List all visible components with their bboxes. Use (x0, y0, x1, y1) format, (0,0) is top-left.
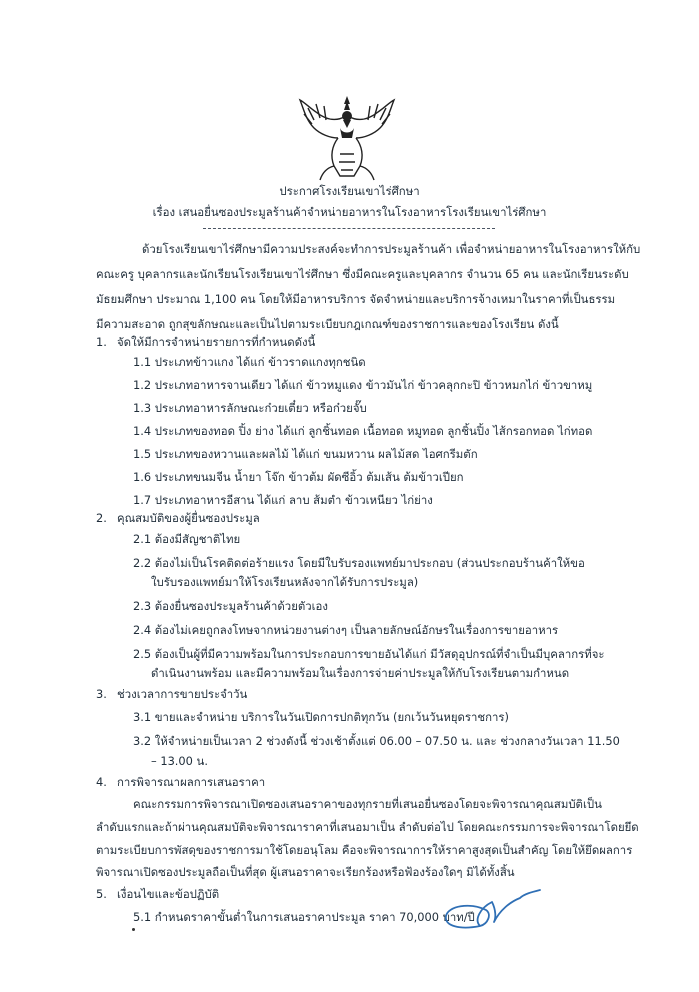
list-item-continuation: – 13.00 น. (151, 754, 208, 768)
section-number: 1. (96, 335, 107, 349)
list-item: 1.7 ประเภทอาหารอีสาน ได้แก่ ลาบ ส้มตำ ข้าวเหนียว ไก่ย่าง (133, 493, 433, 507)
list-item-continuation: ดำเนินงานพร้อม และมีความพร้อมในเรื่องการจ่ายค่าประมูลให้กับโรงเรียนตามกำหนด (151, 666, 570, 680)
document-subject: เรื่อง เสนอยื่นซองประมูลร้านค้าจำหน่ายอาหารในโรงอาหารโรงเรียนเขาไร่ศึกษา (152, 205, 547, 219)
title-divider (203, 228, 495, 229)
list-item: 1.4 ประเภทของทอด ปิ้ง ย่าง ได้แก่ ลูกชิ้นทอด เนื้อทอด หมูทอด ลูกชิ้นปิ้ง ไส้กรอกทอด ไก่ทอด (133, 424, 593, 438)
section-heading: การพิจารณาผลการเสนอราคา (117, 775, 266, 789)
list-item: 1.5 ประเภทของหวานและผลไม้ ได้แก่ ขนมหวาน ผลไม้สด ไอศกรีมตัก (133, 447, 478, 461)
section-heading: จัดให้มีการจำหน่ายรายการที่กำหนดดังนี้ (117, 335, 316, 349)
paragraph-line: ตามระเบียบการพัสดุของราชการมาใช้โดยอนุโลม คือจะพิจารณาการให้ราคาสูงสุดเป็นสำคัญ โดยให้ยึดผลการ (96, 843, 633, 857)
list-item: 1.3 ประเภทอาหารลักษณะก๋วยเตี๋ยว หรือก๋วยจั๊บ (133, 401, 367, 415)
intro-line: ด้วยโรงเรียนเขาไร่ศึกษามีความประสงค์จะทำการประมูลร้านค้า เพื่อจำหน่ายอาหารในโรงอาหารให้กับ (142, 242, 641, 256)
document-title: ประกาศโรงเรียนเขาไร่ศึกษา (279, 184, 420, 198)
section-heading: คุณสมบัติของผู้ยื่นซองประมูล (117, 511, 260, 525)
list-item: 1.2 ประเภทอาหารจานเดียว ได้แก่ ข้าวหมูแดง ข้าวมันไก่ ข้าวคลุกกะปิ ข้าวหมกไก่ ข้าวขาหมู (133, 378, 593, 392)
list-item: 3.1 ขายและจำหน่าย บริการในวันเปิดการปกติทุกวัน (ยกเว้นวันหยุดราชการ) (133, 710, 509, 724)
paragraph-line: ลำดับแรกและถ้าผ่านคุณสมบัติจะพิจารณาราคาที่เสนอมาเป็น ลำดับต่อไป โดยคณะกรรมการจะพิจารณาโดยยึด (96, 820, 639, 834)
list-item: 1.1 ประเภทข้าวแกง ได้แก่ ข้าวราดแกงทุกชนิด (133, 355, 366, 369)
section-heading: เงื่อนไขและข้อปฏิบัติ (117, 887, 220, 901)
garuda-emblem-icon (296, 94, 398, 182)
section-number: 3. (96, 687, 107, 701)
list-item: 1.6 ประเภทขนมจีน น้ำยา โจ๊ก ข้าวต้ม ผัดซีอิ้ว ต้มเส้น ต้มข้าวเปียก (133, 470, 464, 484)
signature-mark (440, 880, 544, 934)
intro-line: มีความสะอาด ถูกสุขลักษณะและเป็นไปตามระเบียบกฎเกณฑ์ของราชการและของโรงเรียน ดังนี้ (96, 317, 559, 331)
list-item: 3.2 ให้จำหน่ายเป็นเวลา 2 ช่วงดังนี้ ช่วงเช้าตั้งแต่ 06.00 – 07.50 น. และ ช่วงกลางวันเวลา 11.50 (133, 734, 620, 748)
list-item: 2.3 ต้องยื่นซองประมูลร้านค้าด้วยตัวเอง (133, 599, 328, 613)
list-item-continuation: ใบรับรองแพทย์มาให้โรงเรียนหลังจากได้รับการประมูล) (151, 575, 419, 589)
section-number: 5. (96, 887, 107, 901)
list-item: 2.4 ต้องไม่เคยถูกลงโทษจากหน่วยงานต่างๆ เป็นลายลักษณ์อักษรในเรื่องการขายอาหาร (133, 623, 559, 637)
section-heading: ช่วงเวลาการขายประจำวัน (117, 687, 248, 701)
list-item: 5.1 กำหนดราคาขั้นต่ำในการเสนอราคาประมูล ราคา 70,000 บาท/ปี (133, 910, 475, 924)
list-item: 2.1 ต้องมีสัญชาติไทย (133, 532, 241, 546)
section-number: 2. (96, 511, 107, 525)
paragraph-line: พิจารณาเปิดซองประมูลถือเป็นที่สุด ผู้เสนอราคาจะเรียกร้องหรือฟ้องร้องใดๆ มิได้ทั้งสิ้น (96, 865, 515, 879)
intro-line: มัธยมศึกษา ประมาณ 1,100 คน โดยให้มีอาหารบริการ จัดจำหน่ายและบริการจ้างเหมาในราคาที่เป็นธรรม (96, 292, 616, 306)
intro-line: คณะครู บุคลากรและนักเรียนโรงเรียนเขาไร่ศึกษา ซึ่งมีคณะครูและบุคลากร จำนวน 65 คน และนักเรียนระดับ (96, 267, 629, 281)
section-number: 4. (96, 775, 107, 789)
paragraph-line: คณะกรรมการพิจารณาเปิดซองเสนอราคาของทุกรายที่เสนอยื่นซองโดยจะพิจารณาคุณสมบัติเป็น (133, 797, 602, 811)
list-item: 2.5 ต้องเป็นผู้ที่มีความพร้อมในการประกอบการขายอันได้แก่ มีวัสดุอุปกรณ์ที่จำเป็นมีบุคลากรที่จะ (133, 647, 605, 661)
list-item: 2.2 ต้องไม่เป็นโรคติดต่อร้ายแรง โดยมีใบรับรองแพทย์มาประกอบ (ส่วนประกอบร้านค้าให้ขอ (133, 556, 585, 570)
page-mark (132, 928, 135, 931)
